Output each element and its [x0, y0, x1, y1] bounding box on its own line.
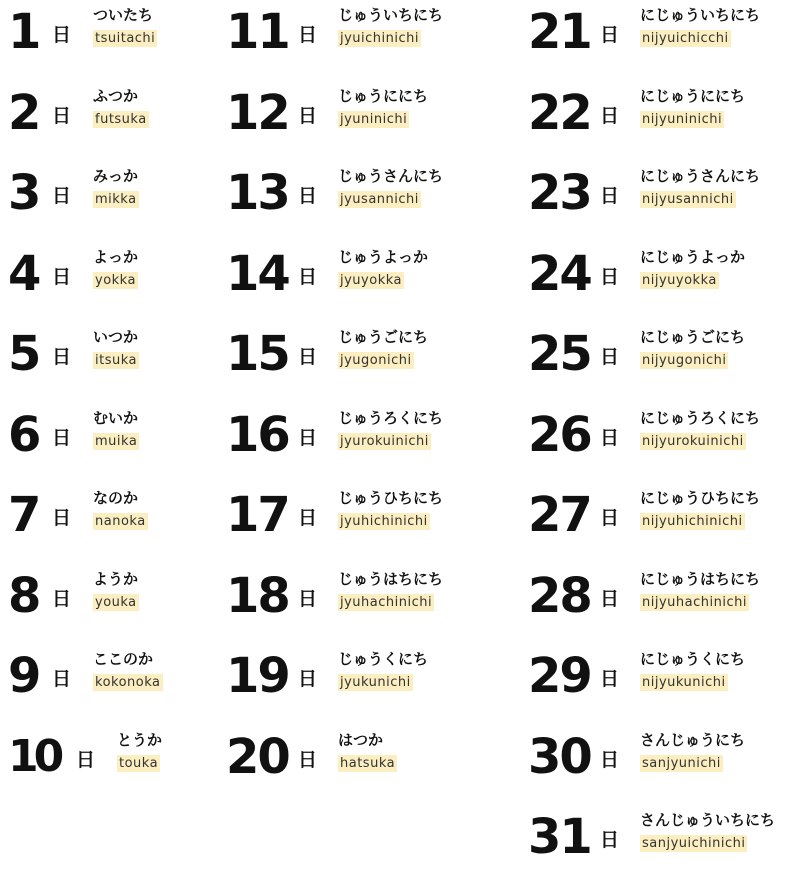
day-reading-kana: にじゅうろくにち: [640, 408, 761, 427]
day-kanji-suffix: 日: [600, 668, 620, 690]
day-reading-romaji: nijyukunichi: [642, 675, 726, 690]
day-number: 30: [528, 728, 591, 785]
day-kanji-suffix: 日: [298, 426, 318, 449]
day-number: 5: [8, 326, 40, 382]
day-reading-kana: じゅういちにち: [338, 6, 444, 24]
day-reading-romaji: futsuka: [95, 111, 147, 127]
day-reading-romaji: jyuninichi: [340, 111, 408, 127]
day-reading-romaji: touka: [119, 755, 159, 771]
day-number: 25: [528, 326, 591, 382]
day-reading-kana: さんじゅういちにち: [640, 811, 776, 829]
day-kanji-suffix: 日: [600, 104, 620, 127]
day-kanji-suffix: 日: [52, 24, 72, 46]
day-reading-kana: じゅうよっか: [338, 247, 429, 266]
day-number: 18: [226, 567, 289, 624]
day-number: 27: [528, 487, 591, 543]
day-number: 3: [8, 165, 40, 221]
day-reading-romaji: nijyusannichi: [642, 192, 734, 207]
day-reading-romaji: jyusannichi: [340, 192, 419, 207]
day-kanji-suffix: 日: [76, 748, 96, 771]
day-kanji-suffix: 日: [298, 185, 318, 207]
day-number: 14: [226, 245, 289, 302]
day-reading-romaji: jyukunichi: [340, 675, 411, 690]
day-number: 23: [528, 165, 591, 221]
day-reading-kana: にじゅうはちにち: [640, 569, 761, 588]
day-number: 21: [528, 4, 591, 60]
day-kanji-suffix: 日: [298, 668, 318, 690]
day-reading-kana: いつか: [93, 328, 139, 346]
day-number: 15: [226, 326, 289, 382]
day-reading-romaji: jyuichinichi: [340, 31, 420, 46]
day-kanji-suffix: 日: [52, 507, 72, 529]
day-kanji-suffix: 日: [600, 185, 620, 207]
day-kanji-suffix: 日: [600, 24, 620, 46]
day-kanji-suffix: 日: [600, 426, 620, 449]
day-kanji-suffix: 日: [298, 104, 318, 127]
day-number: 7: [8, 487, 40, 543]
day-kanji-suffix: 日: [600, 265, 620, 288]
day-reading-romaji: itsuka: [95, 353, 137, 368]
day-reading-romaji: jyurokuinichi: [340, 433, 429, 449]
day-kanji-suffix: 日: [298, 24, 318, 46]
day-reading-kana: とうか: [117, 730, 163, 749]
day-reading-kana: なのか: [93, 489, 139, 507]
day-reading-kana: にじゅうひちにち: [640, 489, 761, 507]
day-reading-kana: にじゅうよっか: [640, 247, 746, 266]
day-number: 28: [528, 567, 591, 624]
day-reading-romaji: nijyuninichi: [642, 111, 723, 127]
day-kanji-suffix: 日: [298, 346, 318, 368]
day-kanji-suffix: 日: [298, 265, 318, 288]
day-kanji-suffix: 日: [298, 748, 318, 771]
day-reading-kana: じゅうひちにち: [338, 489, 444, 507]
day-reading-romaji: sanjyunichi: [642, 755, 721, 771]
day-number: 2: [8, 84, 40, 141]
day-number: 9: [8, 648, 40, 704]
day-kanji-suffix: 日: [52, 104, 72, 127]
day-number: 13: [226, 165, 289, 221]
day-kanji-suffix: 日: [600, 748, 620, 771]
day-reading-romaji: nijyugonichi: [642, 353, 727, 368]
day-number: 31: [528, 809, 591, 865]
day-reading-romaji: jyugonichi: [340, 353, 412, 368]
day-reading-romaji: mikka: [95, 192, 137, 207]
day-reading-kana: にじゅうさんにち: [640, 167, 761, 185]
day-reading-romaji: yokka: [95, 272, 136, 288]
day-number: 12: [226, 84, 289, 141]
day-number: 17: [226, 487, 289, 543]
day-reading-kana: にじゅういちにち: [640, 6, 761, 24]
day-number: 16: [226, 406, 289, 463]
day-reading-kana: じゅうににち: [338, 86, 429, 105]
day-reading-kana: みっか: [93, 167, 139, 185]
day-reading-romaji: nijyuyokka: [642, 272, 717, 288]
day-kanji-suffix: 日: [52, 265, 72, 288]
day-reading-romaji: jyuyokka: [340, 272, 402, 288]
day-reading-romaji: tsuitachi: [95, 31, 156, 46]
day-reading-kana: にじゅうごにち: [640, 328, 746, 346]
day-reading-kana: ようか: [93, 569, 139, 588]
day-number: 26: [528, 406, 591, 463]
day-reading-kana: さんじゅうにち: [640, 730, 746, 749]
day-reading-kana: むいか: [93, 408, 139, 427]
day-number: 6: [8, 406, 40, 463]
day-kanji-suffix: 日: [52, 185, 72, 207]
day-reading-kana: よっか: [93, 247, 139, 266]
day-number: 20: [226, 728, 289, 785]
day-number: 8: [8, 567, 40, 624]
day-reading-kana: にじゅうににち: [640, 86, 746, 105]
day-reading-kana: ここのか: [93, 650, 154, 668]
day-reading-kana: はつか: [338, 730, 384, 749]
day-reading-romaji: nijyurokuinichi: [642, 433, 744, 449]
day-reading-kana: じゅうくにち: [338, 650, 429, 668]
day-number: 4: [8, 245, 40, 302]
day-kanji-suffix: 日: [52, 668, 72, 690]
day-reading-romaji: jyuhichinichi: [340, 514, 428, 529]
day-number: 11: [226, 4, 289, 60]
day-kanji-suffix: 日: [52, 346, 72, 368]
day-kanji-suffix: 日: [600, 346, 620, 368]
day-reading-romaji: sanjyuichinichi: [642, 836, 746, 851]
day-kanji-suffix: 日: [600, 829, 620, 851]
day-number: 29: [528, 648, 591, 704]
day-reading-kana: じゅうごにち: [338, 328, 429, 346]
day-reading-romaji: muika: [95, 433, 138, 449]
day-number: 19: [226, 648, 289, 704]
day-reading-romaji: nijyuhachinichi: [642, 594, 747, 610]
day-reading-kana: じゅうはちにち: [338, 569, 444, 588]
day-reading-romaji: nijyuichicchi: [642, 31, 729, 46]
day-reading-romaji: kokonoka: [95, 675, 161, 690]
day-kanji-suffix: 日: [298, 587, 318, 610]
day-kanji-suffix: 日: [52, 587, 72, 610]
day-reading-romaji: jyuhachinichi: [340, 594, 433, 610]
day-number: 1: [8, 4, 40, 60]
day-reading-romaji: hatsuka: [340, 755, 396, 771]
day-kanji-suffix: 日: [52, 426, 72, 449]
day-reading-kana: ついたち: [93, 6, 154, 24]
day-kanji-suffix: 日: [298, 507, 318, 529]
day-kanji-suffix: 日: [600, 507, 620, 529]
day-reading-kana: じゅうさんにち: [338, 167, 444, 185]
day-reading-romaji: nanoka: [95, 514, 146, 529]
day-number: 10: [8, 730, 60, 782]
day-number: 22: [528, 84, 591, 141]
day-kanji-suffix: 日: [600, 587, 620, 610]
day-number: 24: [528, 245, 591, 302]
day-reading-romaji: nijyuhichinichi: [642, 514, 743, 529]
day-reading-kana: じゅうろくにち: [338, 408, 444, 427]
day-reading-kana: にじゅうくにち: [640, 650, 746, 668]
day-reading-romaji: youka: [95, 594, 137, 610]
day-reading-kana: ふつか: [93, 86, 139, 105]
